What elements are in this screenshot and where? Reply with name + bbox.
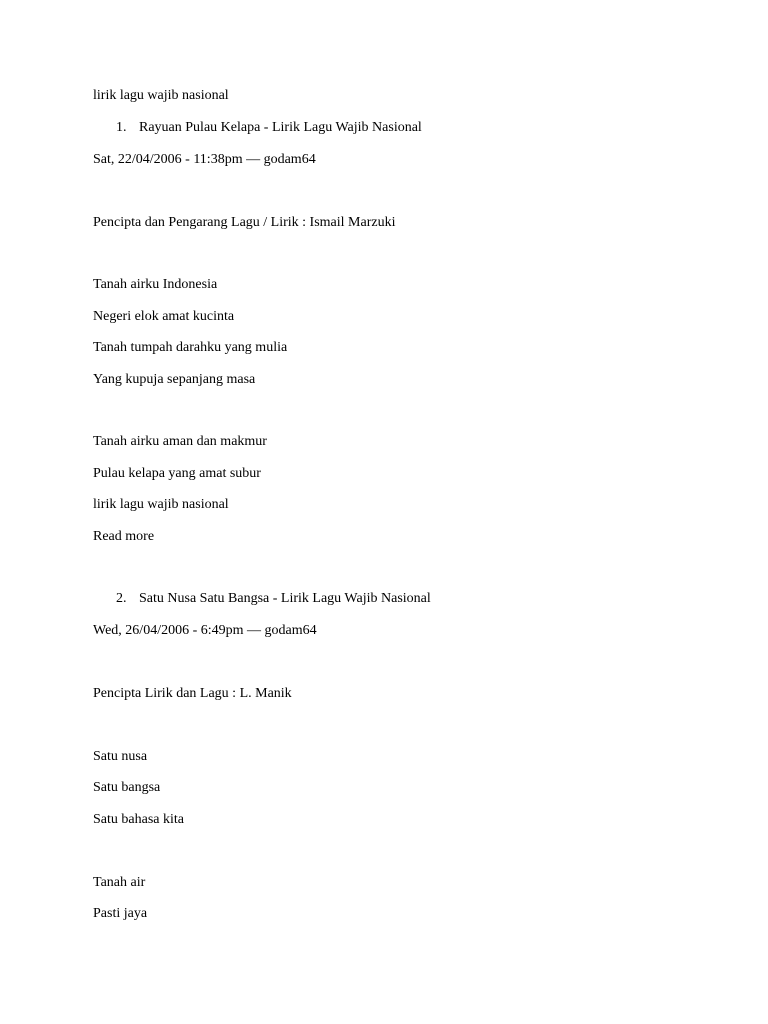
item-2-title-text: Satu Nusa Satu Bangsa - Lirik Lagu Wajib Nasional bbox=[139, 591, 431, 606]
item-2-number: 2. bbox=[116, 591, 127, 606]
lyric-line: Negeri elok amat kucinta bbox=[93, 309, 235, 324]
item-2-title bbox=[116, 591, 431, 607]
lyric-line: Satu bahasa kita bbox=[93, 812, 184, 827]
lyric-line: Tanah airku aman dan makmur bbox=[93, 434, 267, 449]
lyric-line: Pasti jaya bbox=[93, 906, 148, 921]
item-1-credit: Pencipta dan Pengarang Lagu / Lirik : Ismail Marzuki bbox=[93, 215, 396, 230]
lyric-line: Tanah airku Indonesia bbox=[93, 277, 218, 292]
lyric-line: Tanah tumpah darahku yang mulia bbox=[93, 340, 288, 355]
lyric-line: Yang kupuja sepanjang masa bbox=[93, 372, 256, 387]
item-1-tag: lirik lagu wajib nasional bbox=[93, 497, 229, 512]
read-more-link[interactable]: Read more bbox=[93, 529, 155, 544]
item-1-title bbox=[116, 120, 422, 136]
lyric-line: Pulau kelapa yang amat subur bbox=[93, 466, 261, 481]
item-2-meta: Wed, 26/04/2006 - 6:49pm — godam64 bbox=[93, 623, 317, 638]
page-heading: lirik lagu wajib nasional bbox=[93, 88, 229, 103]
lyric-line: Satu nusa bbox=[93, 749, 148, 764]
item-1-number: 1. bbox=[116, 120, 127, 135]
item-1-meta: Sat, 22/04/2006 - 11:38pm — godam64 bbox=[93, 152, 316, 167]
item-1-title-text: Rayuan Pulau Kelapa - Lirik Lagu Wajib Nasional bbox=[139, 120, 422, 135]
lyric-line: Tanah air bbox=[93, 875, 146, 890]
lyric-line: Satu bangsa bbox=[93, 780, 161, 795]
item-2-credit: Pencipta Lirik dan Lagu : L. Manik bbox=[93, 686, 292, 701]
